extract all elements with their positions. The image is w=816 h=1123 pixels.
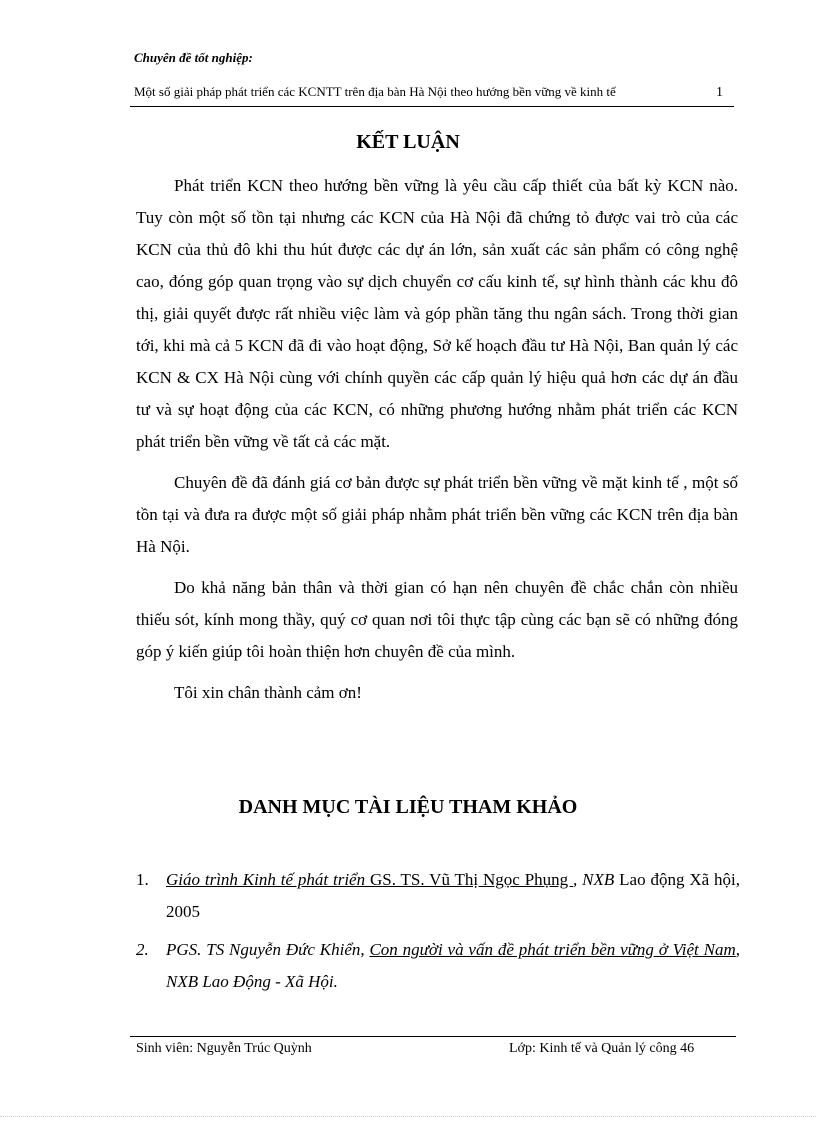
reference-title: Giáo trình Kinh tế phát triển (166, 870, 370, 889)
thanks-line: Tôi xin chân thành cảm ơn! (174, 683, 362, 702)
conclusion-paragraph: Do khả năng bản thân và thời gian có hạn nên chuyên đề chắc chắn còn nhiều thiếu sót, kính mong thầy, quý cơ quan nơi tôi thực tập cùng các bạn sẽ có những đóng góp ý kiến giúp tôi hoàn thiện hơn chuyên đề của mình. (136, 578, 738, 661)
footer-class: Lớp: Kinh tế và Quản lý công 46 (509, 1041, 695, 1056)
reference-publisher: , NXB Lao Động - Xã Hội. (166, 940, 740, 991)
reference-text (166, 934, 740, 998)
header-rule (130, 106, 734, 107)
reference-number: 2. (136, 940, 149, 959)
reference-publisher-label: NXB (582, 870, 615, 889)
conclusion-paragraph: Phát triển KCN theo hướng bền vững là yêu cầu cấp thiết của bất kỳ KCN nào. Tuy còn một số tồn tại nhưng các KCN của Hà Nội đã chứng tỏ được vai trò của các KCN của thủ đô khi thu hút được các dự án lớn, sản xuất các sản phẩm có công nghệ cao, đóng góp quan trọng vào sự dịch chuyển cơ cấu kinh tế, sự hình thành các khu đô thị, giải quyết được rất nhiều việc làm và góp phần tăng thu ngân sách. Trong thời gian tới, khi mà cả 5 KCN đã đi vào hoạt động, Sở kế hoạch đầu tư Hà Nội, Ban quản lý các KCN & CX Hà Nội cùng với chính quyền các cấp quản lý hiệu quả hơn các dự án đầu tư và sự hoạt động của các KCN, có những phương hướng nhằm phát triển các KCN phát triển bền vững về tất cả các mặt. (136, 176, 738, 451)
page-bottom-divider (0, 1116, 816, 1117)
footer-rule (130, 1036, 736, 1037)
conclusion-body (136, 170, 738, 709)
header-subtitle: Một số giải pháp phát triển các KCNTT trên địa bàn Hà Nội theo hướng bền vững về kinh tế (134, 84, 616, 99)
page-number: 1 (716, 85, 723, 100)
reference-list (136, 864, 740, 1004)
references-heading: DANH MỤC TÀI LIỆU THAM KHẢO (238, 796, 578, 818)
conclusion-paragraph: Chuyên đề đã đánh giá cơ bản được sự phát triển bền vững về mặt kinh tế , một số tồn tại và đưa ra được một số giải pháp nhằm phát triển bền vững các KCN trên địa bàn Hà Nội. (136, 473, 738, 556)
reference-number: 1. (136, 870, 149, 889)
reference-publisher: Lao động Xã hội, 2005 (166, 870, 740, 921)
reference-item (136, 864, 740, 928)
footer-student: Sinh viên: Nguyễn Trúc Quỳnh (136, 1041, 312, 1056)
reference-text (166, 864, 740, 928)
header-title: Chuyên đề tốt nghiệp: (134, 50, 253, 65)
reference-author: PGS. TS Nguyễn Đức Khiển, (166, 940, 370, 959)
reference-separator: , (573, 870, 583, 889)
reference-title: Con người và vấn đề phát triển bền vững ở Việt Nam (369, 940, 736, 959)
reference-authors: GS. TS. Vũ Thị Ngọc Phụng (369, 870, 574, 889)
conclusion-heading: KẾT LUẬN (356, 131, 460, 153)
reference-item (136, 934, 740, 998)
